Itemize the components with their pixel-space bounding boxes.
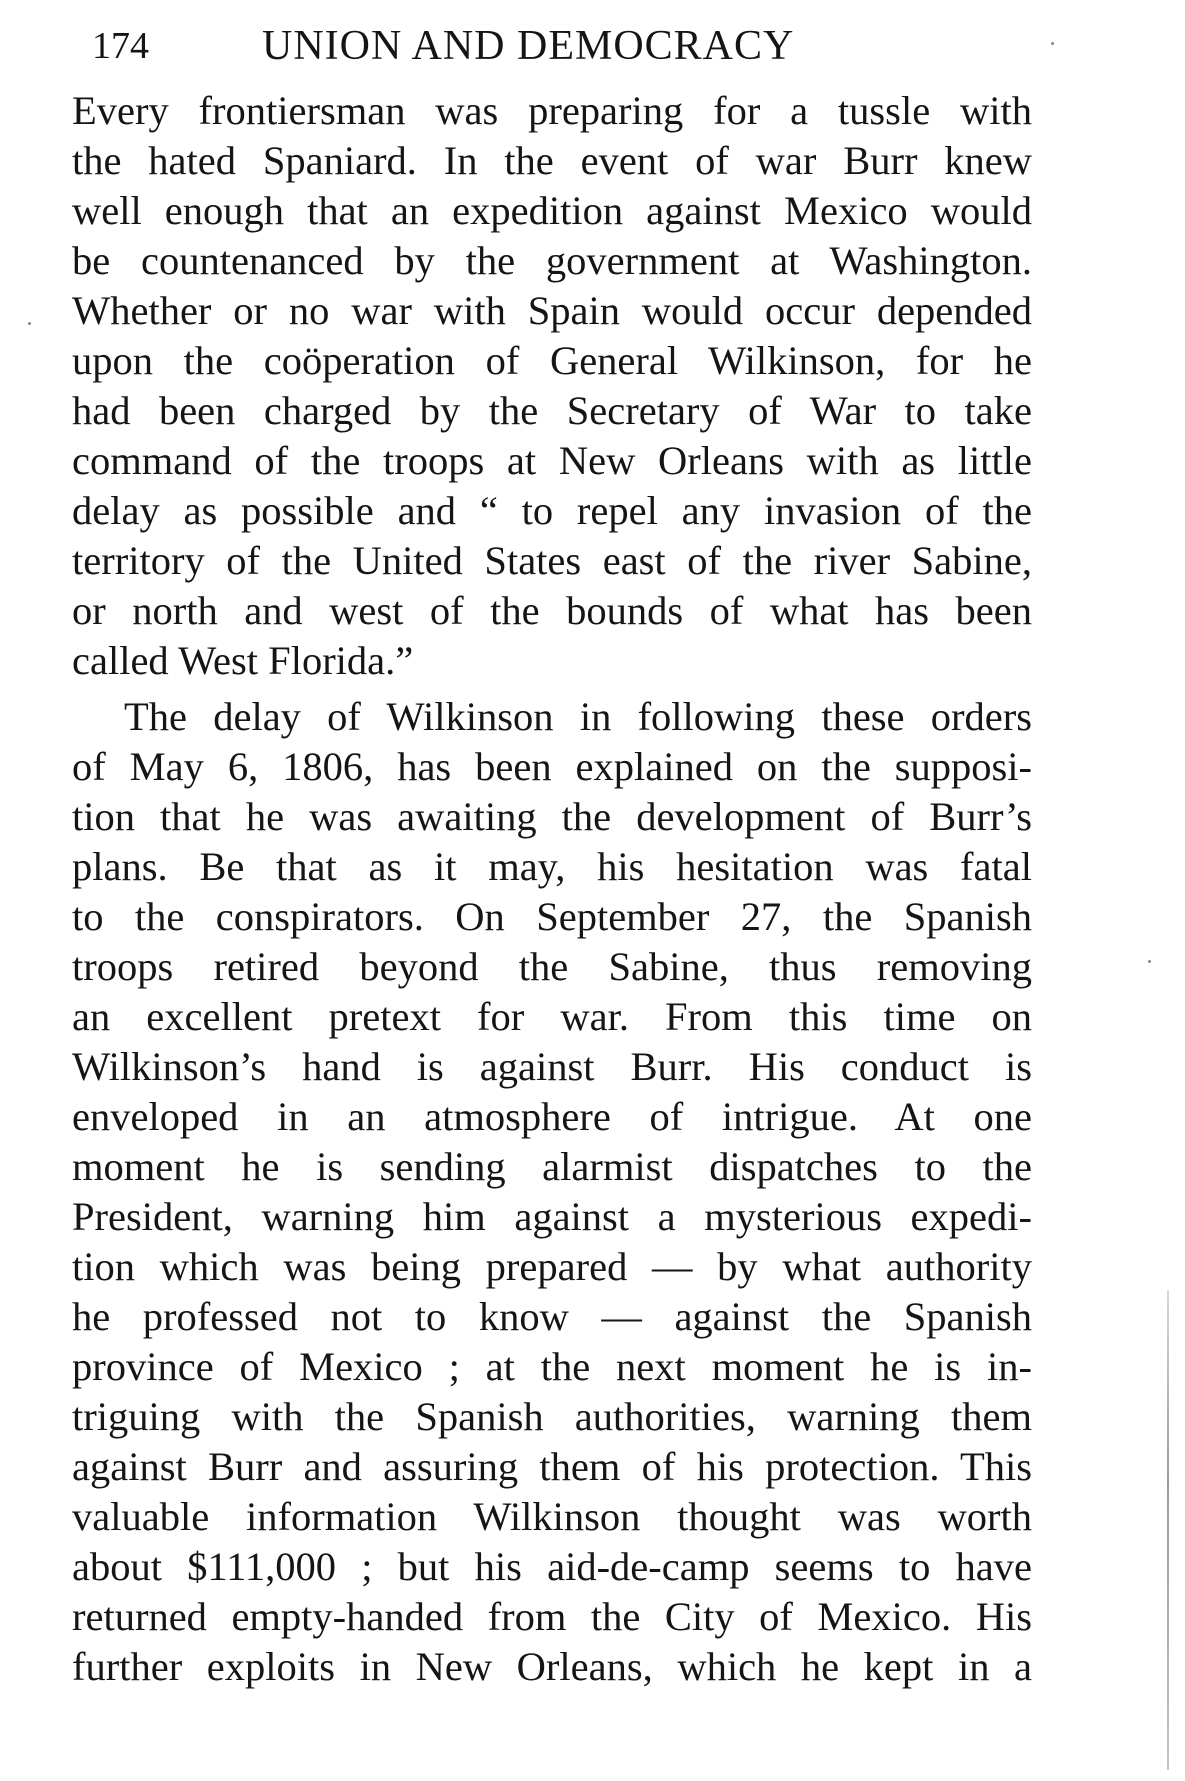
text-line: command of the troops at New Orleans with as little — [72, 438, 1032, 483]
text-line: the hated Spaniard. In the event of war Burr knew — [72, 138, 1032, 183]
page-number: 174 — [92, 25, 149, 67]
text-line: returned empty-handed from the City of Mexico. His — [72, 1594, 1032, 1639]
text-line: of May 6, 1806, has been explained on the supposi- — [72, 744, 1032, 789]
text-line: against Burr and assuring them of his protection. This — [72, 1444, 1032, 1489]
paragraph-1 — [72, 86, 1032, 686]
body-text — [72, 86, 1032, 1692]
text-line: Whether or no war with Spain would occur depended — [72, 288, 1032, 333]
text-line: moment he is sending alarmist dispatches to the — [72, 1144, 1032, 1189]
text-line: triguing with the Spanish authorities, warning them — [72, 1394, 1032, 1439]
text-line: upon the coöperation of General Wilkinson, for he — [72, 338, 1032, 383]
running-head: UNION AND DEMOCRACY — [262, 23, 795, 69]
text-line: province of Mexico ; at the next moment he is in- — [72, 1344, 1032, 1389]
paragraph-2 — [72, 692, 1032, 1692]
text-line: territory of the United States east of the river Sabine, — [72, 538, 1032, 583]
text-line: tion that he was awaiting the development of Burr’s — [72, 794, 1032, 839]
text-line: an excellent pretext for war. From this time on — [72, 994, 1032, 1039]
text-line: enveloped in an atmosphere of intrigue. At one — [72, 1094, 1032, 1139]
text-line: Wilkinson’s hand is against Burr. His conduct is — [72, 1044, 1032, 1089]
text-line: about $111,000 ; but his aid-de-camp seems to have — [72, 1544, 1032, 1589]
scan-speck — [1051, 42, 1054, 45]
text-line: be countenanced by the government at Washington. — [72, 238, 1032, 283]
text-line: The delay of Wilkinson in following these orders — [124, 694, 1032, 739]
text-line: tion which was being prepared — by what authority — [72, 1244, 1032, 1289]
text-line: to the conspirators. On September 27, the Spanish — [72, 894, 1032, 939]
text-line: called West Florida.” — [72, 638, 414, 683]
text-line: further exploits in New Orleans, which he kept in a — [72, 1644, 1032, 1689]
text-line: President, warning him against a mysterious expedi- — [72, 1194, 1032, 1239]
scan-speck — [1148, 960, 1151, 963]
text-line: well enough that an expedition against Mexico would — [72, 188, 1032, 233]
page-header — [92, 20, 1092, 72]
text-line: valuable information Wilkinson thought was worth — [72, 1494, 1032, 1539]
scan-speck — [28, 322, 31, 325]
text-line: he professed not to know — against the Spanish — [72, 1294, 1032, 1339]
text-line: or north and west of the bounds of what has been — [72, 588, 1032, 633]
text-line: Every frontiersman was preparing for a tussle with — [72, 88, 1032, 133]
page-binding-edge — [1167, 1290, 1169, 1770]
text-line: troops retired beyond the Sabine, thus removing — [72, 944, 1032, 989]
text-line: plans. Be that as it may, his hesitation was fatal — [72, 844, 1032, 889]
text-line: delay as possible and “ to repel any invasion of the — [72, 488, 1032, 533]
text-line: had been charged by the Secretary of War to take — [72, 388, 1032, 433]
